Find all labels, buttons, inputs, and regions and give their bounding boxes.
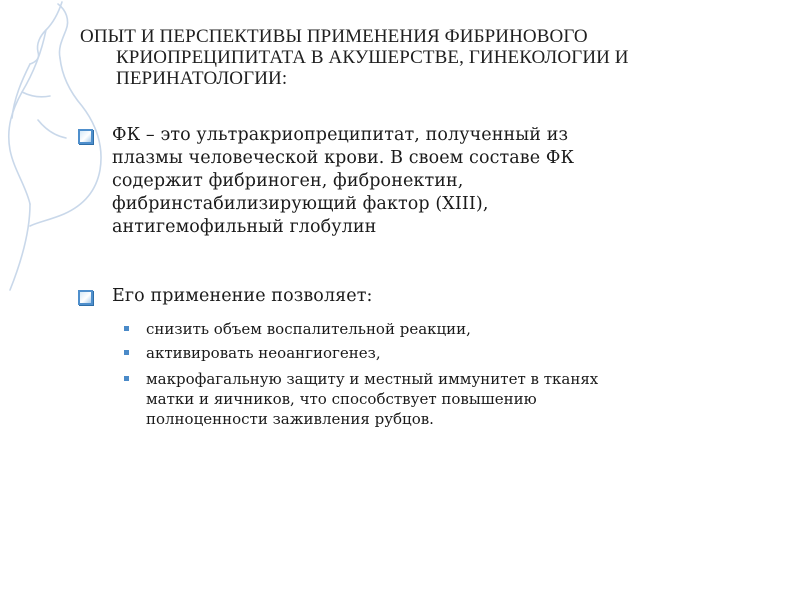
- paragraph-line: плазмы человеческой крови. В своем составе ФК: [112, 148, 575, 168]
- list-item-text: полноценности заживления рубцов.: [146, 410, 434, 428]
- square-bullet-icon: [78, 290, 93, 309]
- title-line: КРИОПРЕЦИПИТАТА В АКУШЕРСТВЕ, ГИНЕКОЛОГИИ И: [116, 47, 629, 68]
- title-line: ОПЫТ И ПЕРСПЕКТИВЫ ПРИМЕНЕНИЯ ФИБРИНОВОГО: [80, 26, 588, 47]
- small-square-bullet-icon: [124, 376, 129, 381]
- title-line: ПЕРИНАТОЛОГИИ:: [116, 68, 288, 89]
- small-square-bullet-icon: [124, 326, 129, 331]
- paragraph-line: фибринстабилизирующий фактор (XIII),: [112, 194, 489, 214]
- bullet-paragraph: [112, 124, 752, 239]
- small-square-bullet-icon: [124, 350, 129, 355]
- bullet-paragraph: [112, 285, 752, 308]
- paragraph-line: содержит фибриноген, фибронектин,: [112, 171, 464, 191]
- square-bullet-icon: [78, 129, 93, 148]
- paragraph-line: антигемофильный глобулин: [112, 217, 377, 237]
- list-item-text: матки и яичников, что способствует повышению: [146, 390, 537, 408]
- paragraph-line: Его применение позволяет:: [112, 286, 373, 306]
- slide-title: [80, 26, 780, 89]
- list-item-text: активировать неоангиогенез,: [146, 344, 381, 362]
- paragraph-line: ФК – это ультракриопреципитат, полученный из: [112, 125, 569, 145]
- list-item-text: снизить объем воспалительной реакции,: [146, 320, 471, 338]
- list-item-text: макрофагальную защиту и местный иммунитет в тканях: [146, 370, 599, 388]
